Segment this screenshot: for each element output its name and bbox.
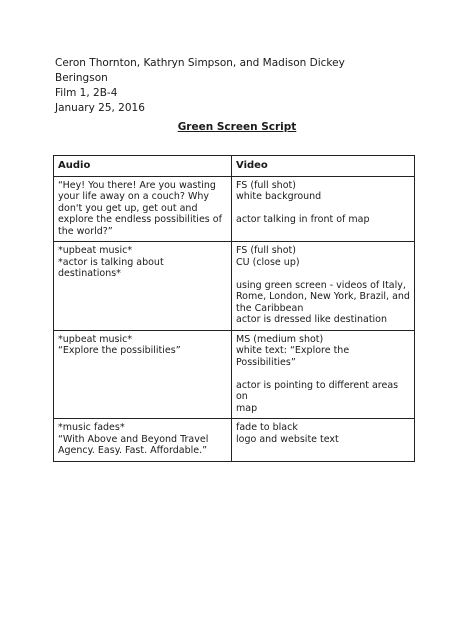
audio-line: “With Above and Beyond Travel — [58, 433, 209, 445]
audio-cell — [54, 242, 232, 331]
authors-line: Ceron Thornton, Kathryn Simpson, and Madison Dickey — [55, 57, 345, 69]
video-line: actor is pointing to different areas on — [236, 379, 399, 402]
video-line: fade to black — [236, 422, 298, 433]
video-line: using green screen - videos of Italy, — [236, 279, 406, 291]
video-line: CU (close up) — [236, 256, 300, 268]
script-table-body — [54, 176, 415, 461]
audio-line: “Hey! You there! Are you wasting — [58, 179, 216, 191]
audio-line: don't you get up, get out and — [58, 202, 198, 214]
video-line: white background — [236, 191, 322, 202]
audio-line: *upbeat music* — [58, 245, 133, 256]
video-line: map — [236, 402, 258, 414]
blank-line — [236, 368, 410, 380]
video-line: the Caribbean — [236, 302, 304, 314]
video-line: white text: “Explore the Possibilities” — [236, 345, 350, 368]
teacher-line: Beringson — [55, 72, 108, 84]
blank-line — [236, 268, 410, 280]
script-table — [53, 155, 415, 462]
video-line: FS (full shot) — [236, 179, 296, 191]
video-cell — [232, 419, 415, 462]
video-column-header: Video — [232, 156, 415, 177]
video-line: Rome, London, New York, Brazil, and — [236, 291, 410, 302]
audio-line: *actor is talking about destinations* — [58, 256, 164, 279]
video-line: FS (full shot) — [236, 245, 296, 256]
video-cell — [232, 242, 415, 331]
document-title: Green Screen Script — [177, 121, 297, 133]
video-cell — [232, 330, 415, 419]
audio-line: *music fades* — [58, 422, 125, 433]
audio-line: explore the endless possibilities of — [58, 214, 222, 225]
blank-line — [236, 203, 410, 215]
video-line: actor talking in front of map — [236, 214, 370, 225]
video-line: MS (medium shot) — [236, 333, 324, 345]
audio-cell — [54, 419, 232, 462]
audio-line: the world?” — [58, 225, 113, 237]
audio-cell — [54, 330, 232, 419]
video-line: actor is dressed like destination — [236, 314, 388, 325]
video-line: logo and website text — [236, 433, 339, 445]
table-row — [54, 419, 415, 462]
table-row — [54, 242, 415, 331]
table-header-row — [54, 156, 415, 177]
document-header — [55, 56, 345, 116]
date-line: January 25, 2016 — [55, 102, 145, 114]
audio-line: *upbeat music* — [58, 333, 133, 345]
audio-line: your life away on a couch? Why — [58, 191, 210, 202]
audio-line: “Explore the possibilities” — [58, 345, 181, 356]
video-cell — [232, 176, 415, 242]
audio-line: Agency. Easy. Fast. Affordable.” — [58, 445, 208, 456]
table-row — [54, 176, 415, 242]
audio-cell — [54, 176, 232, 242]
audio-column-header: Audio — [54, 156, 232, 177]
class-line: Film 1, 2B-4 — [55, 87, 118, 99]
table-row — [54, 330, 415, 419]
